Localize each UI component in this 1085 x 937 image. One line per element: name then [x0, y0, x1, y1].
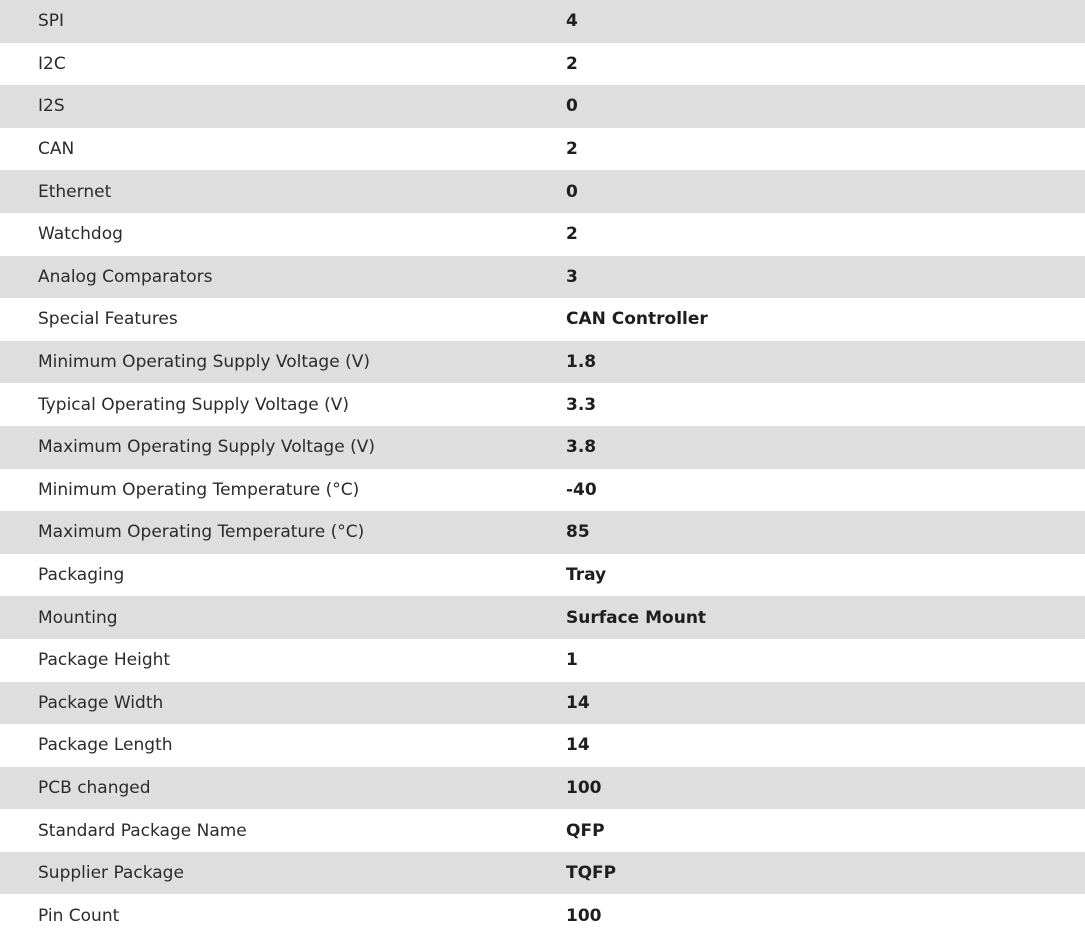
spec-value: 14 [566, 692, 590, 713]
spec-label: Packaging [38, 565, 125, 586]
spec-value: Surface Mount [566, 607, 707, 628]
spec-row-i2s [0, 85, 1085, 128]
spec-value: 4 [566, 11, 578, 32]
spec-value: 2 [566, 224, 578, 245]
spec-label: CAN [38, 139, 75, 160]
spec-value: 0 [566, 96, 578, 117]
spec-value: 1 [566, 650, 578, 671]
spec-row-pin-count [0, 894, 1085, 937]
spec-value: TQFP [566, 863, 617, 884]
spec-row-special-features [0, 298, 1085, 341]
spec-row-i2c [0, 43, 1085, 86]
spec-label: Typical Operating Supply Voltage (V) [38, 394, 349, 415]
spec-value: 3.3 [566, 394, 597, 415]
spec-row-mounting [0, 596, 1085, 639]
spec-row-package-width [0, 682, 1085, 725]
spec-row-min-operating-temperature [0, 469, 1085, 512]
spec-value: 85 [566, 522, 590, 543]
spec-label: Standard Package Name [38, 820, 247, 841]
spec-row-can [0, 128, 1085, 171]
spec-row-ethernet [0, 170, 1085, 213]
spec-value: 2 [566, 53, 578, 74]
spec-row-min-supply-voltage [0, 341, 1085, 384]
spec-row-max-supply-voltage [0, 426, 1085, 469]
spec-row-typical-supply-voltage [0, 383, 1085, 426]
spec-value: QFP [566, 820, 605, 841]
spec-label: Minimum Operating Temperature (°C) [38, 479, 360, 500]
spec-value: 14 [566, 735, 590, 756]
spec-value: 100 [566, 905, 602, 926]
spec-value: CAN Controller [566, 309, 708, 330]
spec-row-package-length [0, 724, 1085, 767]
spec-value: 2 [566, 139, 578, 160]
spec-row-spi [0, 0, 1085, 43]
spec-row-watchdog [0, 213, 1085, 256]
spec-value: Tray [566, 565, 607, 586]
spec-row-analog-comparators [0, 256, 1085, 299]
spec-row-packaging [0, 554, 1085, 597]
spec-value: 0 [566, 181, 578, 202]
spec-row-pcb-changed [0, 767, 1085, 810]
spec-label: Maximum Operating Supply Voltage (V) [38, 437, 375, 458]
spec-label: PCB changed [38, 777, 151, 798]
spec-row-max-operating-temperature [0, 511, 1085, 554]
spec-value: 1.8 [566, 352, 597, 373]
spec-label: I2S [38, 96, 65, 117]
spec-label: Maximum Operating Temperature (°C) [38, 522, 365, 543]
spec-value: 100 [566, 777, 602, 798]
spec-label: Mounting [38, 607, 118, 628]
spec-row-package-height [0, 639, 1085, 682]
spec-label: Supplier Package [38, 863, 184, 884]
spec-row-standard-package-name [0, 809, 1085, 852]
spec-value: 3 [566, 266, 578, 287]
spec-label: Watchdog [38, 224, 123, 245]
spec-label: SPI [38, 11, 65, 32]
spec-label: Package Width [38, 692, 164, 713]
spec-label: Analog Comparators [38, 266, 213, 287]
spec-label: I2C [38, 53, 66, 74]
spec-label: Pin Count [38, 905, 120, 926]
spec-label: Ethernet [38, 181, 112, 202]
spec-row-supplier-package [0, 852, 1085, 895]
spec-label: Special Features [38, 309, 178, 330]
spec-value: -40 [566, 479, 597, 500]
spec-value: 3.8 [566, 437, 597, 458]
spec-label: Minimum Operating Supply Voltage (V) [38, 352, 370, 373]
spec-label: Package Height [38, 650, 171, 671]
spec-label: Package Length [38, 735, 173, 756]
